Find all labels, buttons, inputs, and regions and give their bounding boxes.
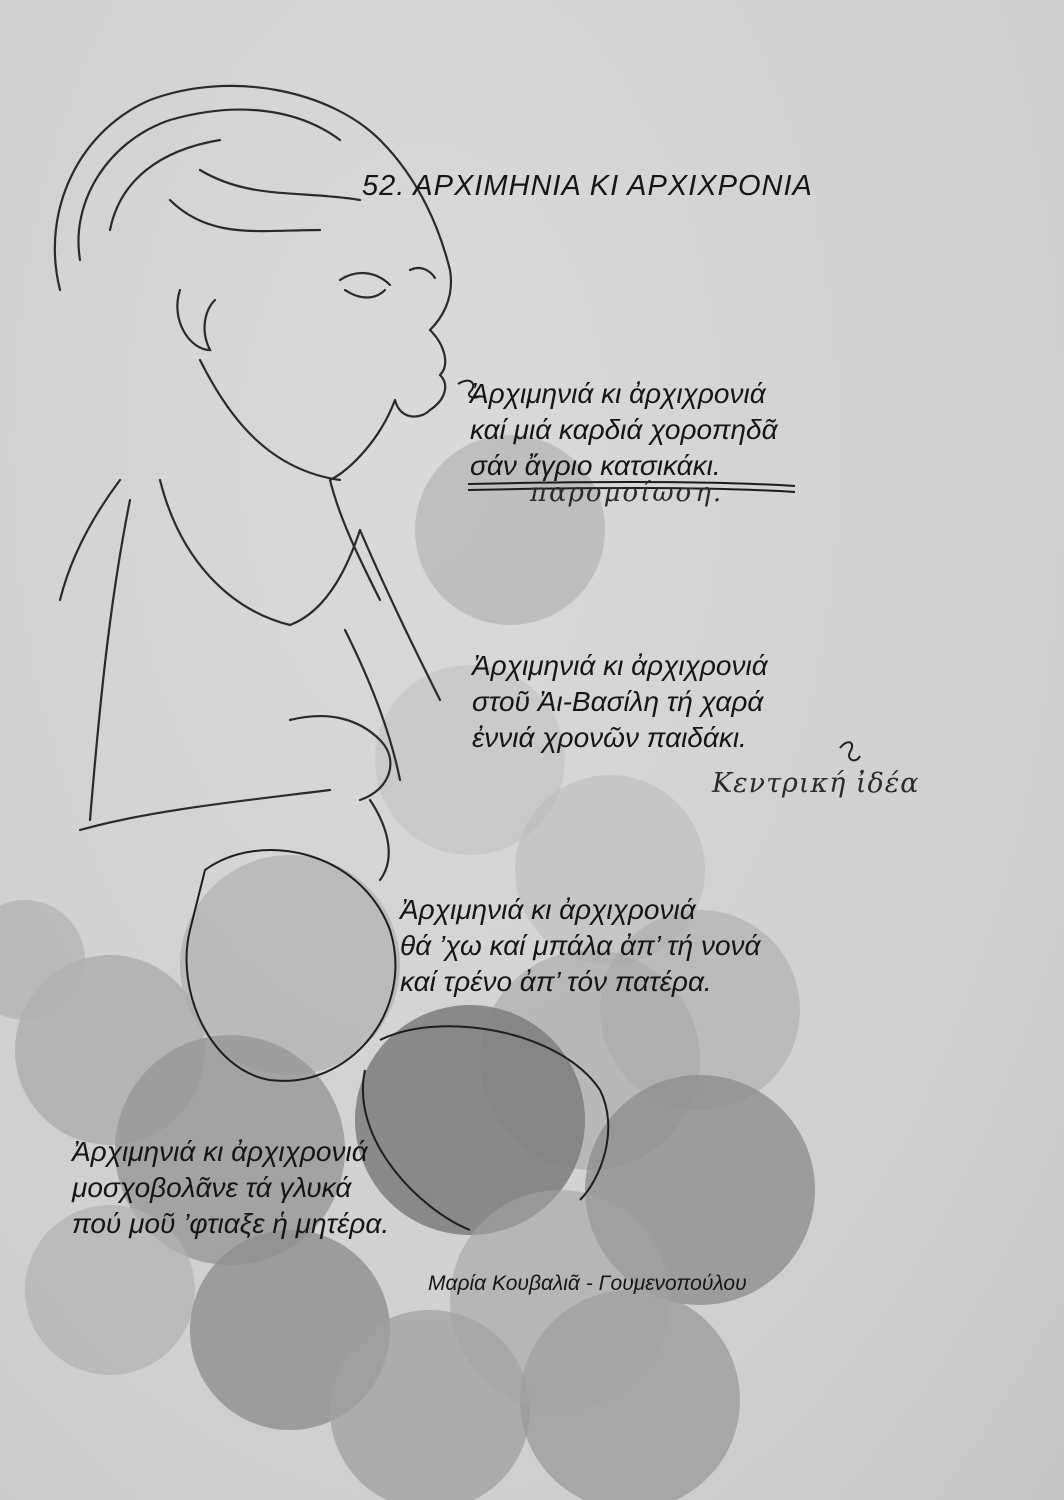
verse-line: σάν ἄγριο κατσικάκι. <box>470 450 721 481</box>
verse-line: καί μιά καρδιά χοροπηδᾶ <box>470 414 778 445</box>
page-title: 52. ΑΡΧΙΜΗΝΙΑ ΚΙ ΑΡΧΙΧΡΟΝΙΑ <box>362 170 813 202</box>
verse-line: θά ’χω καί μπάλα ἀπ’ τή νονά <box>400 930 761 961</box>
stanza-4 <box>72 1134 389 1242</box>
stanza-1 <box>470 376 778 484</box>
handwritten-note-main-idea: Κεντρική ἰδέα <box>712 768 920 799</box>
verse-line: Ἀρχιμηνιά κι ἀρχιχρονιά <box>72 1136 368 1167</box>
stanza-3 <box>400 892 761 1000</box>
stanza-2 <box>472 648 768 756</box>
verse-line: πού μοῦ ’φτιαξε ἡ μητέρα. <box>72 1208 390 1239</box>
verse-line: Ἀρχιμηνιά κι ἀρχιχρονιά <box>400 894 696 925</box>
verse-line: καί τρένο ἀπ’ τόν πατέρα. <box>400 966 712 997</box>
verse-line: Ἀρχιμηνιά κι ἀρχιχρονιά <box>470 378 766 409</box>
verse-line: Ἀρχιμηνιά κι ἀρχιχρονιά <box>472 650 768 681</box>
handwritten-note-simile: παρομοίωση. <box>530 478 724 508</box>
poem-author: Μαρία Κουβαλιᾶ - Γουμενοπούλου <box>428 1272 747 1295</box>
verse-line: στοῦ Ἀι-Βασίλη τή χαρά <box>472 686 764 717</box>
verse-line: ἐννιά χρονῶν παιδάκι. <box>472 722 747 753</box>
verse-line: μοσχοβολᾶνε τά γλυκά <box>72 1172 352 1203</box>
